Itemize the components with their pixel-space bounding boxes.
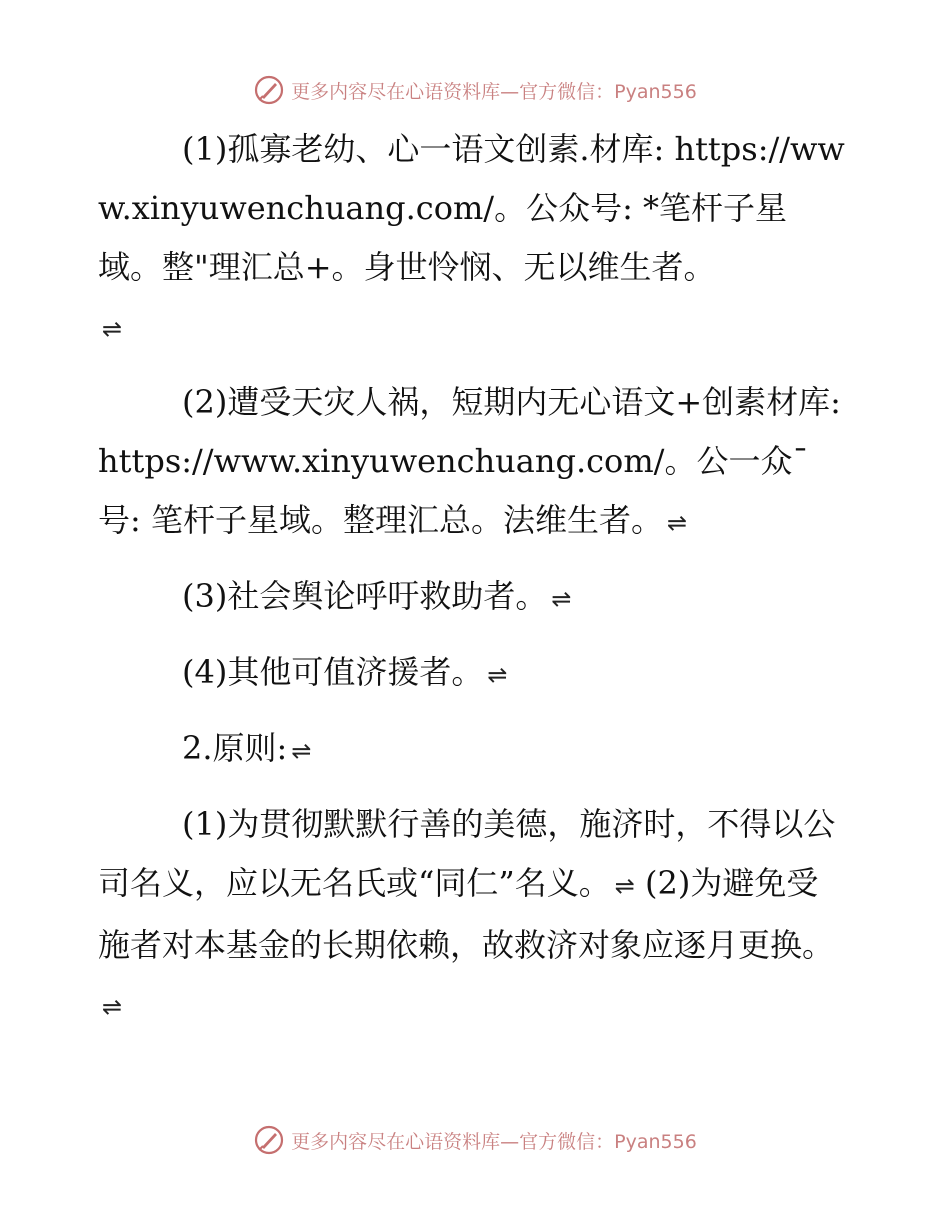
paragraph-4 <box>98 643 850 705</box>
paragraph-5-text: 2.原则: <box>182 729 288 767</box>
paragraph-2 <box>98 373 850 553</box>
footer-watermark <box>0 1120 950 1160</box>
paragraph-mark: ⇌ <box>102 993 123 1021</box>
header-watermark <box>0 70 950 110</box>
paragraph-6 <box>98 795 850 1037</box>
paragraph-3 <box>98 567 850 629</box>
paragraph-6-text: (1)为贯彻默默行善的美德，施济时，不得以公司名义，应以无名氏或“同仁”名义。 <box>98 805 836 902</box>
paragraph-mark: ⇌ <box>614 872 635 900</box>
paragraph-mark: ⇌ <box>487 661 508 689</box>
paragraph-4-text: (4)其他可值济援者。 <box>182 653 484 691</box>
header-watermark-text: 更多内容尽在心语资料库—官方微信：Pyan556 <box>291 80 697 103</box>
paragraph-mark: ⇌ <box>102 315 123 343</box>
paragraph-5 <box>98 719 850 781</box>
paragraph-1 <box>98 120 850 359</box>
paragraph-6-text-continued: (2)为避免受施者对本基金的长期依赖，故救济对象应逐月更换。 <box>98 864 835 964</box>
paragraph-mark: ⇌ <box>291 737 312 765</box>
quill-logo-icon <box>253 1124 285 1156</box>
paragraph-3-text: (3)社会舆论呼吁救助者。 <box>182 577 548 615</box>
paragraph-mark: ⇌ <box>551 585 572 613</box>
quill-logo-icon <box>253 74 285 106</box>
paragraph-mark: ⇌ <box>666 509 688 537</box>
paragraph-2-text: (2)遭受天灾人祸，短期内无心语文+创素材库: https://www.xinyuwenchuang.com/。公一众¯号: 笔杆子星域。整理汇总。法维生者。 <box>98 383 841 539</box>
paragraph-1-text: (1)孤寡老幼、心一语文创素.材库: https://www.xinyuwenchuang.com/。公众号: *笔杆子星域。整"理汇总+。身世怜悯、无以维生者。 <box>98 130 845 286</box>
document-body <box>98 120 850 1037</box>
footer-watermark-text: 更多内容尽在心语资料库—官方微信：Pyan556 <box>291 1130 697 1153</box>
